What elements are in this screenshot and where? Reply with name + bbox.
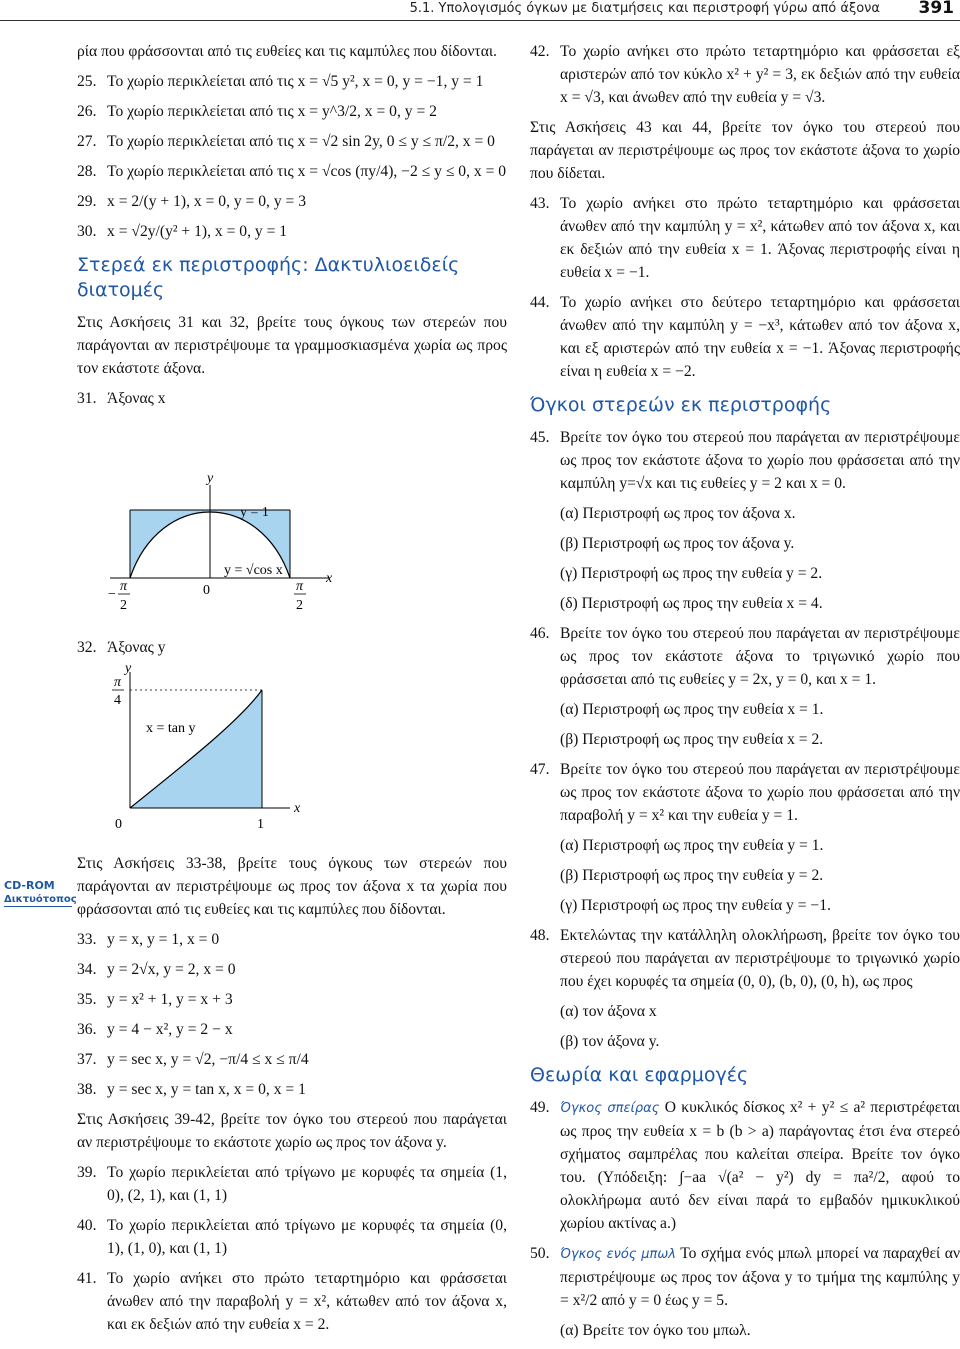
exercise-48b: (β) τον άξονα y.: [560, 1033, 660, 1050]
exercise-number: 30.: [77, 223, 97, 240]
exercise-34: [77, 958, 507, 981]
curve-label: y = √cos x: [224, 563, 283, 578]
exercise-number: 29.: [77, 193, 97, 210]
exercise-46: [530, 622, 960, 691]
exercise-number: 26.: [77, 103, 97, 120]
exercise-49: [530, 1096, 960, 1235]
exercise-number: 42.: [530, 43, 550, 60]
section-heading-volumes: Όγκοι στερεών εκ περιστροφής: [530, 394, 832, 416]
exercise-text: y = 4 − x², y = 2 − x: [107, 1021, 233, 1038]
exercise-number: 50.: [530, 1245, 550, 1262]
exercise-text: Βρείτε τον όγκο του στερεού που παράγεται αν περιστρέψουμε ως προς τον εκάστοτε άξονα το χωρίο που φράσσεται από την καμπύλη y=√x και τις ευθείες y = 2 και x = 0.: [560, 429, 960, 492]
exercise-number: 28.: [77, 163, 97, 180]
curve-label: x = tan y: [146, 721, 196, 736]
line-label: y = 1: [240, 505, 269, 520]
exercise-number: 47.: [530, 761, 550, 778]
exercise-48: [530, 924, 960, 993]
exercise-text: Το χωρίο ανήκει στο πρώτο τεταρτημόριο και φράσσεται εξ αριστερών από τον κύκλο x² + y² = 3, εκ δεξιών από την ευθεία x = √3, και άνωθεν από την ευθεία y = √3.: [560, 43, 960, 106]
exercise-text: x = √2y/(y² + 1), x = 0, y = 1: [107, 223, 288, 240]
exercise-text: Το χωρίο περικλείεται από τις x = √5 y², x = 0, y = −1, y = 1: [107, 73, 484, 90]
figure-32-graph: [100, 660, 330, 840]
instructions-39-42: Στις Ασκήσεις 39-42, βρείτε τον όγκο του στερεού που παράγεται αν περιστρέψουμε το εκάστοτε χωρίο ως προς τον άξονα y.: [77, 1111, 507, 1151]
top-tick-den: 4: [114, 693, 121, 708]
page-number: 391: [918, 0, 954, 18]
section-heading-washers: Στερεά εκ περιστροφής: Δακτυλιοειδείς διατομές: [77, 254, 460, 301]
instructions-31-32: Στις Ασκήσεις 31 και 32, βρείτε τους όγκους των στερεών που παράγονται αν περιστρέψουμε τα γραμμοσκιασμένα χωρία ως προς τον εκάστοτε άξονα.: [77, 314, 507, 377]
exercise-text: Το χωρίο περικλείεται από τις x = √cos (πy/4), −2 ≤ y ≤ 0, x = 0: [107, 163, 507, 180]
exercise-50: [530, 1242, 960, 1312]
header-rule: [0, 20, 960, 21]
exercise-text: Το χωρίο περικλείεται από τις x = √2 sin 2y, 0 ≤ y ≤ π/2, x = 0: [107, 133, 495, 150]
exercise-text: Το χωρίο ανήκει στο δεύτερο τεταρτημόριο και φράσσεται άνωθεν από την καμπύλη y = −x³, κάτωθεν από τον άξονα x, και εξ αριστερών από την ευθεία x = −1. Άξονας περιστροφής είναι η ευθεία x = −2.: [560, 294, 960, 380]
exercise-number: 37.: [77, 1051, 97, 1068]
exercise-text: Βρείτε τον όγκο του στερεού που παράγεται αν περιστρέψουμε ως προς τον εκάστοτε άξονα το τριγωνικό χωρίο που φράσσεται από τις ευθείες y = 2x, y = 0, και x = 1.: [560, 625, 960, 688]
exercise-37: [77, 1048, 507, 1071]
y-axis-label: y: [207, 471, 214, 486]
x-tick-label: 1: [257, 817, 264, 832]
section-heading-theory: Θεωρία και εφαρμογές: [530, 1064, 749, 1086]
exercise-38: [77, 1078, 507, 1101]
x-axis-label: x: [326, 571, 333, 586]
instructions-33-38: Στις Ασκήσεις 33-38, βρείτε τους όγκους των στερεών που παράγονται αν περιστρέψουμε ως προς τον άξονα x τα χωρία που φράσσονται από τις ευθείες και τις καμπύλες που δίδονται.: [77, 855, 507, 918]
exercise-36: [77, 1018, 507, 1041]
page-header: [0, 0, 960, 22]
exercise-text: y = sec x, y = tan x, x = 0, x = 1: [107, 1081, 306, 1098]
instructions-43-44: Στις Ασκήσεις 43 και 44, βρείτε τον όγκο του στερεού που παράγεται αν περιστρέψουμε ως προς τον εκάστοτε άξονα το χωρίο που δίδεται.: [530, 119, 960, 182]
exercise-46a: (α) Περιστροφή ως προς την ευθεία x = 1.: [560, 701, 824, 718]
origin-label: 0: [203, 583, 210, 598]
exercise-number: 36.: [77, 1021, 97, 1038]
cdrom-badge[interactable]: [4, 878, 77, 907]
exercise-47b: (β) Περιστροφή ως προς την ευθεία y = 2.: [560, 867, 824, 884]
exercise-number: 49.: [530, 1099, 550, 1116]
exercise-text: y = x² + 1, y = x + 3: [107, 991, 233, 1008]
figure-31: [100, 470, 360, 627]
exercise-text: Το χωρίο ανήκει στο πρώτο τεταρτημόριο και φράσσεται άνωθεν από την καμπύλη y = x², κάτωθεν από τον άξονα x, και εκ δεξιών από την ευθεία x = 1. Άξονας περιστροφής είναι η ευθεία x = −1.: [560, 195, 960, 281]
right-column: [530, 40, 960, 1349]
shaded-region: [130, 690, 262, 808]
exercise-number: 25.: [77, 73, 97, 90]
exercise-number: 41.: [77, 1270, 97, 1287]
exercise-text: Το χωρίο περικλείεται από τις x = y^3/2, x = 0, y = 2: [107, 103, 437, 120]
exercise-number: 35.: [77, 991, 97, 1008]
exercise-number: 32.: [77, 639, 97, 656]
cdrom-label: CD-ROM: [4, 879, 55, 892]
exercise-text: Το χωρίο περικλείεται από τρίγωνο με κορυφές τα σημεία (0, 1), (1, 0), και (1, 1): [107, 1217, 507, 1257]
exercise-text: Άξονας y: [107, 639, 166, 656]
exercise-label: Όγκος σπείρας: [560, 1101, 660, 1116]
exercise-number: 45.: [530, 429, 550, 446]
exercise-text: Το χωρίο ανήκει στο πρώτο τεταρτημόριο και φράσσεται άνωθεν από την παραβολή y = x², κάτωθεν από τον άξονα x, και εκ δεξιών από την ευθεία x = 2.: [107, 1270, 507, 1333]
right-tick-num: π: [296, 579, 304, 594]
exercise-number: 34.: [77, 961, 97, 978]
figure-31-graph: [100, 470, 360, 620]
exercise-29: [77, 190, 507, 213]
exercise-45c: (γ) Περιστροφή ως προς την ευθεία y = 2.: [560, 565, 823, 582]
exercise-31: [77, 387, 507, 410]
exercise-text: Βρείτε τον όγκο του στερεού που παράγεται αν περιστρέψουμε ως προς τον εκάστοτε άξονα το χωρίο που φράσσεται από την παραβολή y = x² και την ευθεία y = 1.: [560, 761, 960, 824]
exercise-number: 48.: [530, 927, 550, 944]
exercise-47: [530, 758, 960, 827]
exercise-number: 31.: [77, 390, 97, 407]
exercise-47c: (γ) Περιστροφή ως προς την ευθεία y = −1.: [560, 897, 831, 914]
running-title: 5.1. Υπολογισμός όγκων με διατμήσεις και περιστροφή γύρω από άξονα: [409, 1, 880, 16]
exercise-number: 38.: [77, 1081, 97, 1098]
left-column: [77, 40, 507, 417]
exercise-number: 44.: [530, 294, 550, 311]
exercise-text: Εκτελώντας την κατάλληλη ολοκλήρωση, βρείτε τον όγκο του στερεού που παράγεται αν περιστρέψουμε το τριγωνικό χωρίο που έχει κορυφές τα σημεία (0, 0), (b, 0), (0, h), ως προς: [560, 927, 960, 990]
exercise-48a: (α) τον άξονα x: [560, 1003, 657, 1020]
exercise-number: 43.: [530, 195, 550, 212]
left-column-lower: [77, 852, 507, 1343]
exercise-30: [77, 220, 507, 243]
left-tick-sign: −: [108, 587, 116, 602]
y-axis-label: y: [125, 661, 132, 676]
exercise-33: [77, 928, 507, 951]
exercise-44: [530, 291, 960, 383]
exercise-text: x = 2/(y + 1), x = 0, y = 0, y = 3: [107, 193, 307, 210]
intro-text: ρία που φράσσονται από τις ευθείες και τις καμπύλες που δίδονται.: [77, 43, 497, 60]
exercise-number: 40.: [77, 1217, 97, 1234]
exercise-text: y = sec x, y = √2, −π/4 ≤ x ≤ π/4: [107, 1051, 309, 1068]
exercise-45b: (β) Περιστροφή ως προς τον άξονα y.: [560, 535, 795, 552]
top-tick-num: π: [114, 675, 122, 690]
exercise-number: 46.: [530, 625, 550, 642]
exercise-text: Το χωρίο περικλείεται από τρίγωνο με κορυφές τα σημεία (1, 0), (2, 1), και (1, 1): [107, 1164, 507, 1204]
exercise-35: [77, 988, 507, 1011]
exercise-45a: (α) Περιστροφή ως προς τον άξονα x.: [560, 505, 796, 522]
origin-label: 0: [115, 817, 122, 832]
website-label[interactable]: Δικτυότοπος: [4, 894, 77, 905]
exercise-25: [77, 70, 507, 93]
exercise-45d: (δ) Περιστροφή ως προς την ευθεία x = 4.: [560, 595, 823, 612]
left-tick-den: 2: [120, 598, 127, 613]
right-tick-den: 2: [296, 598, 303, 613]
exercise-27: [77, 130, 507, 153]
exercise-28: [77, 160, 507, 183]
exercise-46b: (β) Περιστροφή ως προς την ευθεία x = 2.: [560, 731, 824, 748]
exercise-39: [77, 1161, 507, 1207]
exercise-text: Το σχήμα ενός μπωλ μπορεί να παραχθεί αν περιστρέψουμε ως προς τον άξονα y το τμήμα της καμπύλης y = x²/2 από y = 0 έως y = 5.: [560, 1245, 960, 1309]
exercise-number: 27.: [77, 133, 97, 150]
x-axis-label: x: [294, 801, 301, 816]
left-tick-num: π: [120, 579, 128, 594]
figure-32: [100, 660, 330, 847]
exercise-45: [530, 426, 960, 495]
exercise-42: [530, 40, 960, 109]
exercise-text: y = 2√x, y = 2, x = 0: [107, 961, 236, 978]
exercise-47a: (α) Περιστροφή ως προς την ευθεία y = 1.: [560, 837, 824, 854]
exercise-26: [77, 100, 507, 123]
exercise-43: [530, 192, 960, 284]
exercise-40: [77, 1214, 507, 1260]
exercise-50a: (α) Βρείτε τον όγκο του μπωλ.: [560, 1322, 751, 1339]
exercise-41: [77, 1267, 507, 1336]
exercise-number: 33.: [77, 931, 97, 948]
exercise-label: Όγκος ενός μπωλ: [560, 1247, 676, 1262]
exercise-text: Ο κυκλικός δίσκος x² + y² ≤ a² περιστρέφεται ως προς την ευθεία x = b (b > a) παράγοντας έτσι ένα στερεό σχήματος σαμπρέλας που καλείται σπείρα. Βρείτε τον όγκο του. (Υπόδειξη: ∫−aa √(a² − y²) dy = πa²/2, αφού το ολοκλήρωμα αυτό δεν είναι παρά το εμβαδόν ημικυκλικού χωρίου ακτίνας a.): [560, 1099, 960, 1232]
exercise-text: Άξονας x: [107, 390, 166, 407]
exercise-text: y = x, y = 1, x = 0: [107, 931, 220, 948]
exercise-32: [77, 636, 507, 659]
exercise-number: 39.: [77, 1164, 97, 1181]
